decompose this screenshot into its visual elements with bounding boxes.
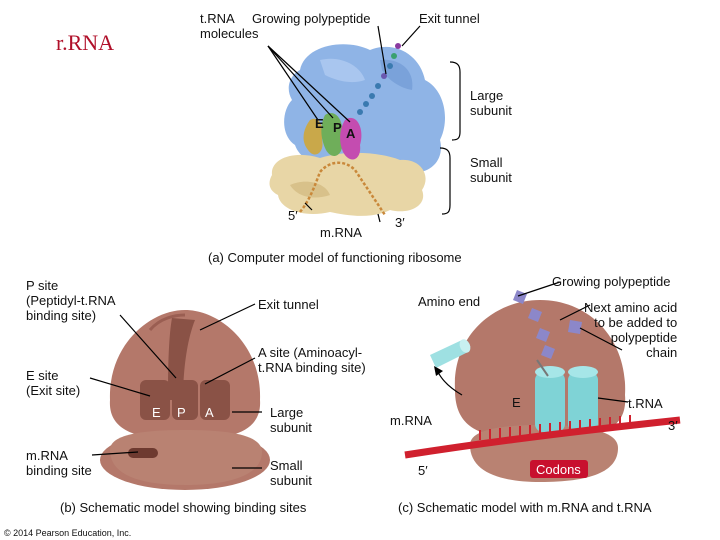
trna-label-c: t.RNA bbox=[628, 396, 663, 411]
caption-b: (b) Schematic model showing binding sites bbox=[60, 500, 307, 515]
p-site-label: P site (Peptidyl-t.RNA binding site) bbox=[26, 278, 116, 323]
mrna-label-a: m.RNA bbox=[320, 225, 362, 240]
exit-tunnel-label-b: Exit tunnel bbox=[258, 297, 319, 312]
site-p-label-b: P bbox=[177, 405, 186, 420]
copyright: © 2014 Pearson Education, Inc. bbox=[4, 528, 132, 538]
mrna-binding-site-label: m.RNA binding site bbox=[26, 448, 92, 478]
schematic-ribosome-b bbox=[90, 304, 270, 490]
next-amino-acid-label: Next amino acid to be added to polypeptide chain bbox=[584, 300, 678, 360]
amino-end-label: Amino end bbox=[418, 294, 481, 309]
computer-model-ribosome bbox=[268, 26, 460, 222]
large-subunit-bracket bbox=[450, 62, 460, 140]
site-a-label-b: A bbox=[205, 405, 214, 420]
five-prime-label-c: 5′ bbox=[418, 463, 428, 478]
mrna-label-c: m.RNA bbox=[390, 413, 432, 428]
trna-molecules-label: t.RNA molecules bbox=[200, 11, 259, 41]
large-subunit-label-b: Large subunit bbox=[270, 405, 312, 435]
growing-polypeptide-label-c: Growing polypeptide bbox=[552, 274, 671, 289]
codons-label: Codons bbox=[536, 462, 581, 477]
caption-c: (c) Schematic model with m.RNA and t.RNA bbox=[398, 500, 652, 515]
site-e-label-c: E bbox=[512, 395, 521, 410]
corner-title: r.RNA bbox=[56, 30, 115, 55]
site-e-label-b: E bbox=[152, 405, 161, 420]
small-subunit-label-a: Small subunit bbox=[470, 155, 512, 185]
large-subunit-label-a: Large subunit bbox=[470, 88, 512, 118]
growing-polypeptide-label-a: Growing polypeptide bbox=[252, 11, 371, 26]
site-p-label-a: P bbox=[333, 120, 342, 135]
three-prime-label-c: 3′ bbox=[668, 418, 678, 433]
exit-tunnel-label-a: Exit tunnel bbox=[419, 11, 480, 26]
e-site-label: E site (Exit site) bbox=[26, 368, 81, 398]
small-subunit-label-b: Small subunit bbox=[270, 458, 312, 488]
three-prime-label-a: 3′ bbox=[395, 215, 405, 230]
small-subunit-bracket bbox=[440, 148, 450, 214]
caption-a: (a) Computer model of functioning ribosome bbox=[208, 250, 462, 265]
site-e-label-a: E bbox=[315, 116, 324, 131]
a-site-label: A site (Aminoacyl- t.RNA binding site) bbox=[258, 345, 366, 375]
five-prime-label-a: 5′ bbox=[288, 208, 298, 223]
site-a-label-a: A bbox=[346, 126, 356, 141]
